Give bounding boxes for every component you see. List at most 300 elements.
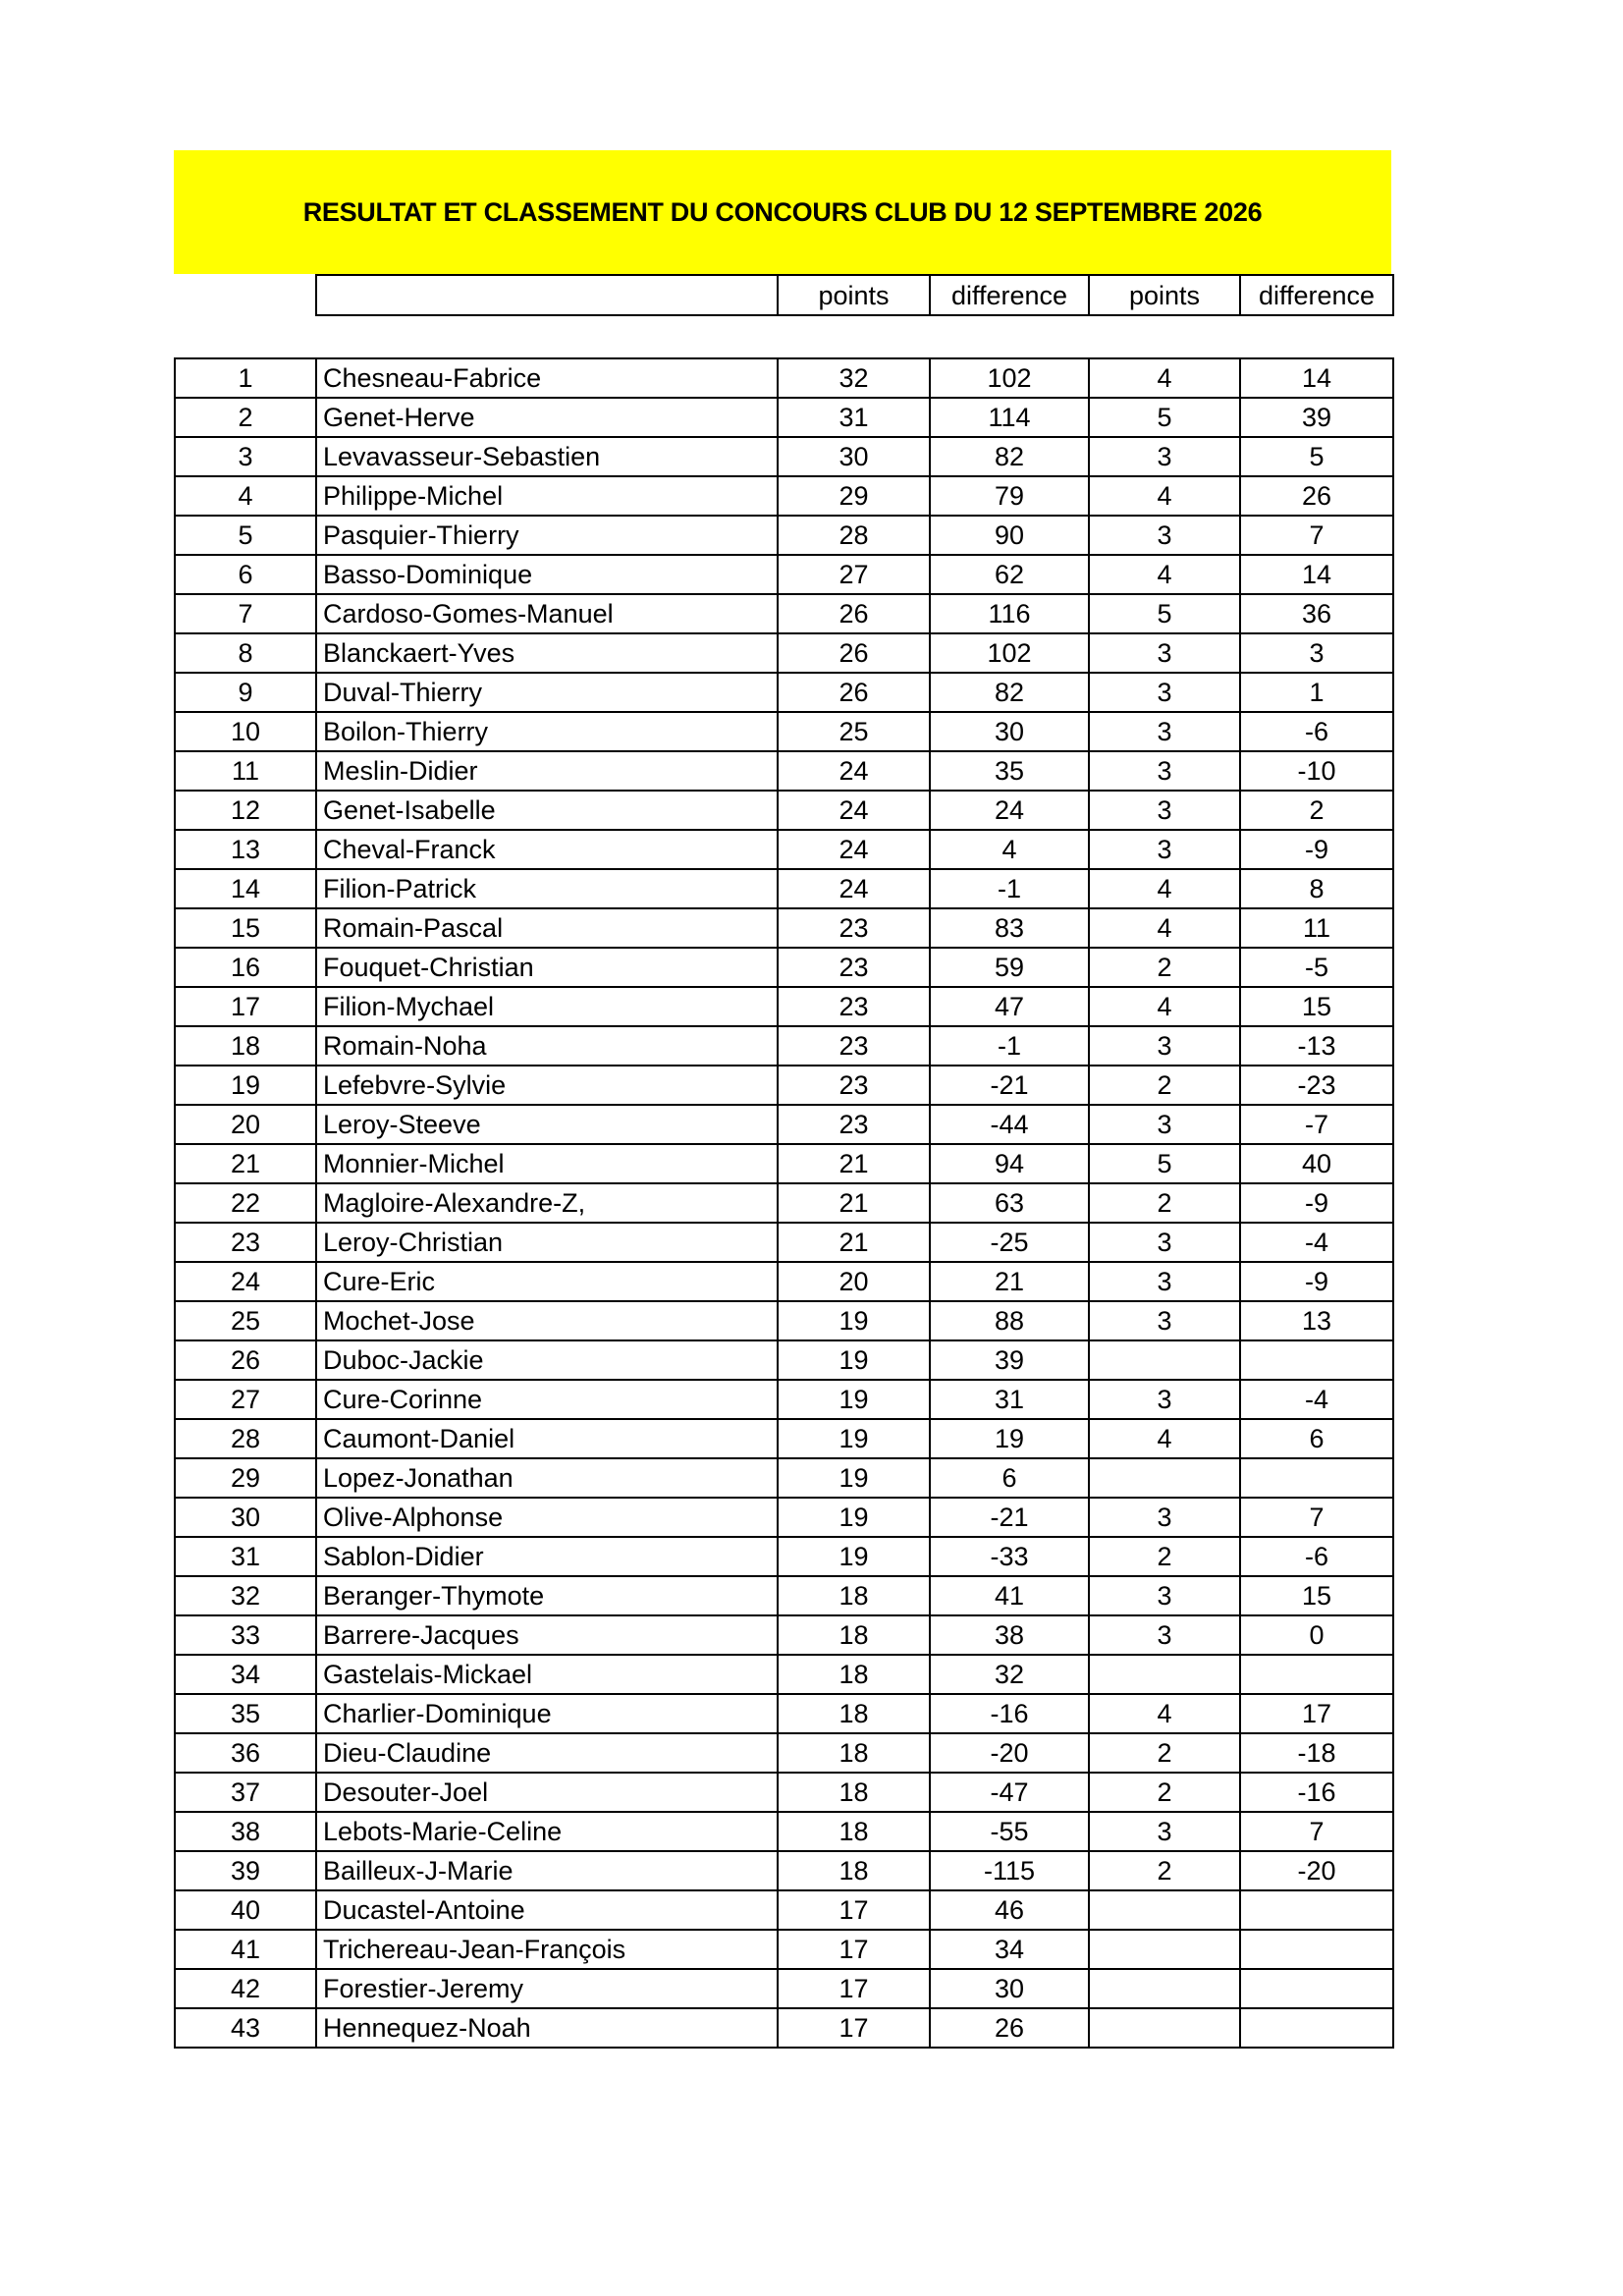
rank-cell: 25: [175, 1301, 316, 1340]
points-cell: 19: [778, 1380, 930, 1419]
rank-cell: 17: [175, 987, 316, 1026]
points-cell: 18: [778, 1694, 930, 1733]
difference-2-cell: 6: [1240, 1419, 1393, 1458]
points-cell: 17: [778, 1930, 930, 1969]
difference-cell: 41: [930, 1576, 1089, 1615]
points-2-cell: [1089, 1930, 1240, 1969]
points-cell: 31: [778, 398, 930, 437]
table-row: [175, 1105, 1393, 1144]
points-cell: 21: [778, 1223, 930, 1262]
header-difference-1: difference: [930, 275, 1089, 315]
table-row: [175, 1380, 1393, 1419]
rank-cell: 40: [175, 1890, 316, 1930]
rank-cell: 13: [175, 830, 316, 869]
table-row: [175, 1419, 1393, 1458]
difference-cell: 32: [930, 1655, 1089, 1694]
table-row: [175, 437, 1393, 476]
difference-cell: -25: [930, 1223, 1089, 1262]
rank-cell: 6: [175, 555, 316, 594]
points-2-cell: 3: [1089, 1380, 1240, 1419]
difference-cell: 94: [930, 1144, 1089, 1183]
points-2-cell: 3: [1089, 1026, 1240, 1066]
name-cell: Duval-Thierry: [316, 673, 778, 712]
difference-cell: 63: [930, 1183, 1089, 1223]
points-2-cell: 4: [1089, 908, 1240, 948]
points-2-cell: 5: [1089, 398, 1240, 437]
points-cell: 23: [778, 1026, 930, 1066]
difference-cell: -33: [930, 1537, 1089, 1576]
difference-2-cell: 39: [1240, 398, 1393, 437]
difference-cell: -115: [930, 1851, 1089, 1890]
difference-cell: 79: [930, 476, 1089, 516]
rank-cell: 32: [175, 1576, 316, 1615]
points-2-cell: 3: [1089, 712, 1240, 751]
points-2-cell: [1089, 1458, 1240, 1498]
name-cell: Chesneau-Fabrice: [316, 358, 778, 398]
points-cell: 32: [778, 358, 930, 398]
name-cell: Duboc-Jackie: [316, 1340, 778, 1380]
table-row: [175, 1615, 1393, 1655]
points-cell: 17: [778, 1969, 930, 2008]
points-cell: 23: [778, 987, 930, 1026]
table-row: [175, 869, 1393, 908]
name-cell: Boilon-Thierry: [316, 712, 778, 751]
name-cell: Desouter-Joel: [316, 1773, 778, 1812]
difference-cell: -55: [930, 1812, 1089, 1851]
name-cell: Blanckaert-Yves: [316, 633, 778, 673]
difference-cell: 30: [930, 1969, 1089, 2008]
rank-cell: 35: [175, 1694, 316, 1733]
difference-cell: -1: [930, 1026, 1089, 1066]
difference-cell: -44: [930, 1105, 1089, 1144]
difference-2-cell: [1240, 1458, 1393, 1498]
rank-cell: 20: [175, 1105, 316, 1144]
difference-2-cell: 2: [1240, 791, 1393, 830]
name-cell: Monnier-Michel: [316, 1144, 778, 1183]
points-cell: 28: [778, 516, 930, 555]
points-cell: 19: [778, 1301, 930, 1340]
difference-2-cell: 3: [1240, 633, 1393, 673]
points-cell: 30: [778, 437, 930, 476]
points-2-cell: 4: [1089, 476, 1240, 516]
points-cell: 18: [778, 1812, 930, 1851]
rank-cell: 11: [175, 751, 316, 791]
points-cell: 18: [778, 1615, 930, 1655]
difference-2-cell: -9: [1240, 1262, 1393, 1301]
name-cell: Leroy-Christian: [316, 1223, 778, 1262]
points-cell: 26: [778, 673, 930, 712]
difference-cell: 47: [930, 987, 1089, 1026]
name-cell: Cure-Eric: [316, 1262, 778, 1301]
difference-2-cell: -20: [1240, 1851, 1393, 1890]
difference-2-cell: 15: [1240, 987, 1393, 1026]
points-cell: 23: [778, 908, 930, 948]
rank-cell: 8: [175, 633, 316, 673]
difference-cell: -20: [930, 1733, 1089, 1773]
difference-2-cell: -13: [1240, 1026, 1393, 1066]
points-cell: 19: [778, 1498, 930, 1537]
points-2-cell: 4: [1089, 1694, 1240, 1733]
points-2-cell: 3: [1089, 673, 1240, 712]
difference-2-cell: 17: [1240, 1694, 1393, 1733]
difference-cell: -47: [930, 1773, 1089, 1812]
points-2-cell: 2: [1089, 1773, 1240, 1812]
difference-2-cell: [1240, 1969, 1393, 2008]
table-row: [175, 555, 1393, 594]
rank-cell: 21: [175, 1144, 316, 1183]
difference-2-cell: 26: [1240, 476, 1393, 516]
name-cell: Filion-Patrick: [316, 869, 778, 908]
difference-2-cell: 5: [1240, 437, 1393, 476]
table-row: [175, 1890, 1393, 1930]
points-2-cell: 4: [1089, 358, 1240, 398]
points-2-cell: 4: [1089, 555, 1240, 594]
rank-cell: 29: [175, 1458, 316, 1498]
table-row: [175, 1223, 1393, 1262]
points-cell: 18: [778, 1733, 930, 1773]
rank-cell: 26: [175, 1340, 316, 1380]
points-2-cell: 3: [1089, 1262, 1240, 1301]
points-cell: 26: [778, 633, 930, 673]
points-2-cell: 3: [1089, 1812, 1240, 1851]
points-cell: 24: [778, 751, 930, 791]
name-cell: Caumont-Daniel: [316, 1419, 778, 1458]
rank-cell: 1: [175, 358, 316, 398]
points-cell: 18: [778, 1773, 930, 1812]
difference-2-cell: [1240, 1930, 1393, 1969]
difference-cell: 39: [930, 1340, 1089, 1380]
name-cell: Romain-Pascal: [316, 908, 778, 948]
table-row: [175, 1498, 1393, 1537]
difference-cell: 88: [930, 1301, 1089, 1340]
table-row: [175, 987, 1393, 1026]
difference-cell: 116: [930, 594, 1089, 633]
name-cell: Ducastel-Antoine: [316, 1890, 778, 1930]
difference-2-cell: 36: [1240, 594, 1393, 633]
difference-cell: 4: [930, 830, 1089, 869]
table-row: [175, 712, 1393, 751]
points-2-cell: 2: [1089, 1183, 1240, 1223]
points-cell: 21: [778, 1183, 930, 1223]
difference-2-cell: -5: [1240, 948, 1393, 987]
rank-cell: 42: [175, 1969, 316, 2008]
table-row: [175, 1262, 1393, 1301]
rank-cell: 27: [175, 1380, 316, 1419]
name-cell: Hennequez-Noah: [316, 2008, 778, 2048]
points-cell: 26: [778, 594, 930, 633]
points-2-cell: 3: [1089, 437, 1240, 476]
table-row: [175, 476, 1393, 516]
column-header-table: [315, 274, 1394, 316]
difference-cell: 31: [930, 1380, 1089, 1419]
difference-2-cell: 7: [1240, 1812, 1393, 1851]
header-points-2: points: [1089, 275, 1240, 315]
name-cell: Cure-Corinne: [316, 1380, 778, 1419]
points-2-cell: 4: [1089, 987, 1240, 1026]
name-cell: Bailleux-J-Marie: [316, 1851, 778, 1890]
difference-2-cell: -7: [1240, 1105, 1393, 1144]
table-row: [175, 1655, 1393, 1694]
points-2-cell: 3: [1089, 751, 1240, 791]
name-cell: Olive-Alphonse: [316, 1498, 778, 1537]
rank-cell: 33: [175, 1615, 316, 1655]
difference-2-cell: 13: [1240, 1301, 1393, 1340]
name-cell: Genet-Herve: [316, 398, 778, 437]
name-cell: Barrere-Jacques: [316, 1615, 778, 1655]
points-2-cell: 3: [1089, 1615, 1240, 1655]
table-row: [175, 358, 1393, 398]
points-2-cell: 2: [1089, 948, 1240, 987]
difference-cell: -21: [930, 1498, 1089, 1537]
points-cell: 29: [778, 476, 930, 516]
table-row: [175, 1576, 1393, 1615]
table-row: [175, 1458, 1393, 1498]
rank-cell: 10: [175, 712, 316, 751]
rank-cell: 3: [175, 437, 316, 476]
table-row: [175, 1144, 1393, 1183]
rank-cell: 4: [175, 476, 316, 516]
difference-cell: 62: [930, 555, 1089, 594]
points-2-cell: 3: [1089, 830, 1240, 869]
table-row: [175, 1773, 1393, 1812]
rank-cell: 22: [175, 1183, 316, 1223]
table-row: [175, 1733, 1393, 1773]
points-2-cell: [1089, 1969, 1240, 2008]
points-2-cell: 3: [1089, 791, 1240, 830]
points-cell: 21: [778, 1144, 930, 1183]
difference-2-cell: -18: [1240, 1733, 1393, 1773]
name-cell: Filion-Mychael: [316, 987, 778, 1026]
name-cell: Pasquier-Thierry: [316, 516, 778, 555]
name-cell: Trichereau-Jean-François: [316, 1930, 778, 1969]
difference-2-cell: -6: [1240, 1537, 1393, 1576]
rank-cell: 12: [175, 791, 316, 830]
difference-2-cell: 14: [1240, 358, 1393, 398]
rank-cell: 16: [175, 948, 316, 987]
name-cell: Beranger-Thymote: [316, 1576, 778, 1615]
name-cell: Lebots-Marie-Celine: [316, 1812, 778, 1851]
points-2-cell: 2: [1089, 1733, 1240, 1773]
rank-cell: 39: [175, 1851, 316, 1890]
name-cell: Meslin-Didier: [316, 751, 778, 791]
table-row: [175, 1930, 1393, 1969]
points-cell: 20: [778, 1262, 930, 1301]
points-cell: 25: [778, 712, 930, 751]
points-cell: 24: [778, 869, 930, 908]
header-name: [316, 275, 778, 315]
difference-cell: 26: [930, 2008, 1089, 2048]
rank-cell: 2: [175, 398, 316, 437]
points-2-cell: 5: [1089, 1144, 1240, 1183]
rank-cell: 41: [175, 1930, 316, 1969]
difference-cell: 6: [930, 1458, 1089, 1498]
name-cell: Basso-Dominique: [316, 555, 778, 594]
difference-cell: 24: [930, 791, 1089, 830]
difference-2-cell: 0: [1240, 1615, 1393, 1655]
table-row: [175, 594, 1393, 633]
name-cell: Dieu-Claudine: [316, 1733, 778, 1773]
points-cell: 19: [778, 1458, 930, 1498]
points-2-cell: 4: [1089, 1419, 1240, 1458]
difference-cell: -16: [930, 1694, 1089, 1733]
name-cell: Sablon-Didier: [316, 1537, 778, 1576]
points-2-cell: 3: [1089, 1105, 1240, 1144]
header-difference-2: difference: [1240, 275, 1393, 315]
difference-2-cell: 1: [1240, 673, 1393, 712]
rank-cell: 9: [175, 673, 316, 712]
difference-cell: 82: [930, 673, 1089, 712]
rank-cell: 7: [175, 594, 316, 633]
rank-cell: 24: [175, 1262, 316, 1301]
table-row: [175, 1812, 1393, 1851]
difference-2-cell: -16: [1240, 1773, 1393, 1812]
difference-2-cell: -9: [1240, 830, 1393, 869]
points-2-cell: [1089, 2008, 1240, 2048]
points-2-cell: 4: [1089, 869, 1240, 908]
name-cell: Lopez-Jonathan: [316, 1458, 778, 1498]
points-cell: 19: [778, 1419, 930, 1458]
points-2-cell: 3: [1089, 1498, 1240, 1537]
table-row: [175, 673, 1393, 712]
points-2-cell: [1089, 1890, 1240, 1930]
table-row: [175, 1851, 1393, 1890]
table-row: [175, 1026, 1393, 1066]
column-header-row: [316, 275, 1393, 315]
name-cell: Forestier-Jeremy: [316, 1969, 778, 2008]
difference-2-cell: 7: [1240, 516, 1393, 555]
difference-2-cell: -6: [1240, 712, 1393, 751]
rank-cell: 38: [175, 1812, 316, 1851]
name-cell: Genet-Isabelle: [316, 791, 778, 830]
difference-2-cell: 14: [1240, 555, 1393, 594]
difference-2-cell: 40: [1240, 1144, 1393, 1183]
rank-cell: 19: [175, 1066, 316, 1105]
points-2-cell: 3: [1089, 1223, 1240, 1262]
name-cell: Cardoso-Gomes-Manuel: [316, 594, 778, 633]
name-cell: Gastelais-Mickael: [316, 1655, 778, 1694]
table-row: [175, 1340, 1393, 1380]
difference-cell: 114: [930, 398, 1089, 437]
points-cell: 24: [778, 830, 930, 869]
difference-cell: 34: [930, 1930, 1089, 1969]
table-row: [175, 1066, 1393, 1105]
difference-2-cell: -23: [1240, 1066, 1393, 1105]
table-row: [175, 751, 1393, 791]
points-cell: 27: [778, 555, 930, 594]
points-2-cell: 2: [1089, 1066, 1240, 1105]
name-cell: Mochet-Jose: [316, 1301, 778, 1340]
difference-cell: 38: [930, 1615, 1089, 1655]
points-cell: 23: [778, 948, 930, 987]
results-table: [174, 357, 1394, 2049]
difference-cell: 59: [930, 948, 1089, 987]
rank-cell: 15: [175, 908, 316, 948]
points-2-cell: 3: [1089, 633, 1240, 673]
table-row: [175, 633, 1393, 673]
table-row: [175, 948, 1393, 987]
table-row: [175, 1969, 1393, 2008]
rank-cell: 5: [175, 516, 316, 555]
table-row: [175, 908, 1393, 948]
table-row: [175, 516, 1393, 555]
difference-cell: 102: [930, 633, 1089, 673]
points-cell: 17: [778, 2008, 930, 2048]
points-cell: 19: [778, 1340, 930, 1380]
rank-cell: 31: [175, 1537, 316, 1576]
difference-cell: 19: [930, 1419, 1089, 1458]
difference-cell: 30: [930, 712, 1089, 751]
points-2-cell: 3: [1089, 1301, 1240, 1340]
rank-cell: 43: [175, 2008, 316, 2048]
difference-2-cell: -4: [1240, 1380, 1393, 1419]
table-row: [175, 398, 1393, 437]
difference-2-cell: [1240, 1890, 1393, 1930]
difference-2-cell: [1240, 2008, 1393, 2048]
points-2-cell: 3: [1089, 516, 1240, 555]
difference-cell: 83: [930, 908, 1089, 948]
difference-2-cell: 7: [1240, 1498, 1393, 1537]
points-2-cell: 5: [1089, 594, 1240, 633]
name-cell: Cheval-Franck: [316, 830, 778, 869]
table-row: [175, 1301, 1393, 1340]
points-cell: 24: [778, 791, 930, 830]
difference-cell: 90: [930, 516, 1089, 555]
name-cell: Philippe-Michel: [316, 476, 778, 516]
rank-cell: 23: [175, 1223, 316, 1262]
difference-2-cell: [1240, 1340, 1393, 1380]
name-cell: Leroy-Steeve: [316, 1105, 778, 1144]
points-2-cell: [1089, 1655, 1240, 1694]
rank-cell: 30: [175, 1498, 316, 1537]
difference-cell: -1: [930, 869, 1089, 908]
difference-cell: 35: [930, 751, 1089, 791]
results-body: [175, 358, 1393, 2048]
rank-cell: 34: [175, 1655, 316, 1694]
difference-2-cell: -4: [1240, 1223, 1393, 1262]
difference-cell: 102: [930, 358, 1089, 398]
name-cell: Romain-Noha: [316, 1026, 778, 1066]
table-row: [175, 1694, 1393, 1733]
table-row: [175, 791, 1393, 830]
points-cell: 18: [778, 1851, 930, 1890]
header-points-1: points: [778, 275, 930, 315]
rank-cell: 18: [175, 1026, 316, 1066]
table-row: [175, 830, 1393, 869]
points-2-cell: 3: [1089, 1576, 1240, 1615]
points-cell: 18: [778, 1655, 930, 1694]
page-title: RESULTAT ET CLASSEMENT DU CONCOURS CLUB DU 12 SEPTEMBRE 2026: [302, 197, 1263, 227]
points-2-cell: [1089, 1340, 1240, 1380]
name-cell: Fouquet-Christian: [316, 948, 778, 987]
name-cell: Charlier-Dominique: [316, 1694, 778, 1733]
rank-cell: 36: [175, 1733, 316, 1773]
difference-cell: 21: [930, 1262, 1089, 1301]
difference-cell: 46: [930, 1890, 1089, 1930]
points-cell: 19: [778, 1537, 930, 1576]
points-cell: 23: [778, 1066, 930, 1105]
difference-cell: -21: [930, 1066, 1089, 1105]
points-cell: 18: [778, 1576, 930, 1615]
table-row: [175, 1537, 1393, 1576]
points-2-cell: 2: [1089, 1851, 1240, 1890]
difference-2-cell: -9: [1240, 1183, 1393, 1223]
difference-2-cell: -10: [1240, 751, 1393, 791]
points-2-cell: 2: [1089, 1537, 1240, 1576]
name-cell: Magloire-Alexandre-Z,: [316, 1183, 778, 1223]
difference-cell: 82: [930, 437, 1089, 476]
name-cell: Levavasseur-Sebastien: [316, 437, 778, 476]
rank-cell: 28: [175, 1419, 316, 1458]
